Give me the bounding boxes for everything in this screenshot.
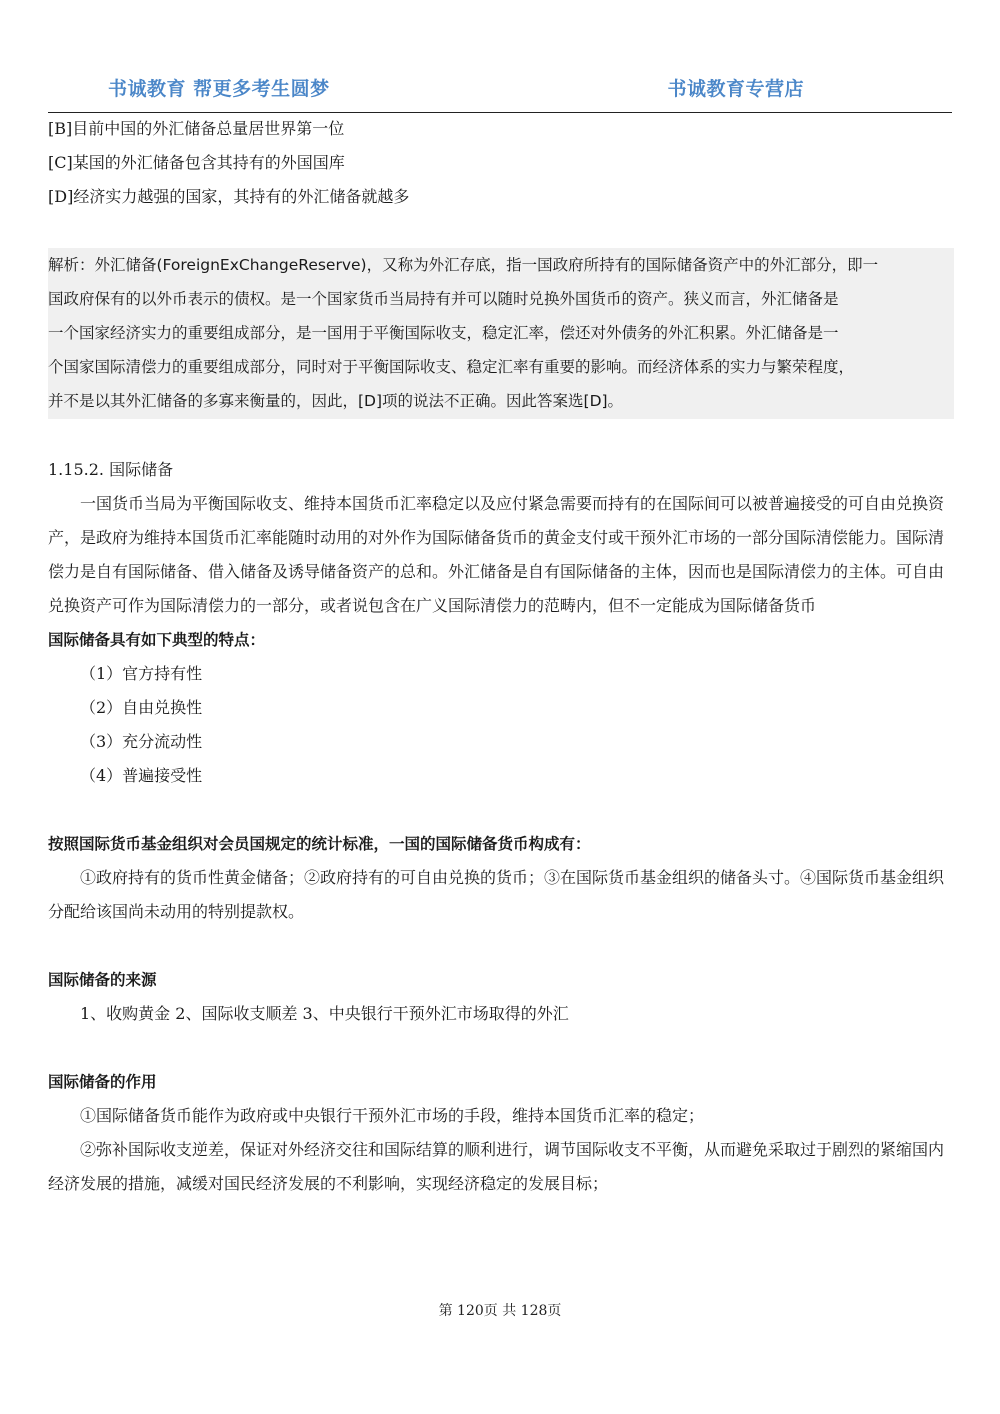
composition-title: 按照国际货币基金组织对会员国规定的统计标准，一国的国际储备货币构成有： — [48, 834, 591, 853]
feature-item: （3）充分流动性 — [80, 731, 203, 751]
analysis-line: 一个国家经济实力的重要组成部分，是一国用于平衡国际收支，稳定汇率，偿还对外债务的外汇积累。外汇储备是一 — [48, 324, 839, 342]
option-c: [C]某国的外汇储备包含其持有的外国国库 — [48, 153, 345, 172]
page-footer: 第 120页 共 128页 — [438, 1303, 562, 1319]
features-title: 国际储备具有如下典型的特点： — [48, 630, 266, 649]
sources-title: 国际储备的来源 — [48, 970, 157, 989]
section-heading: 1.15.2. 国际储备 — [48, 459, 174, 479]
header-left-text: 书诚教育 帮更多考生圆梦 — [108, 78, 330, 100]
page-content — [48, 112, 954, 1201]
functions-item-2: ②弥补国际收支逆差，保证对外经济交往和国际结算的顺利进行，调节国际收支不平衡，从而避免采取过于剧烈的紧缩国内经济发展的措施，减缓对国民经济发展的不利影响，实现经济稳定的发展目标； — [48, 1139, 945, 1193]
analysis-line: 国政府保有的以外币表示的债权。是一个国家货币当局持有并可以随时兑换外国货币的资产。狭义而言，外汇储备是 — [48, 290, 839, 308]
functions-title: 国际储备的作用 — [48, 1072, 157, 1091]
page-header — [48, 72, 952, 113]
composition-body: ①政府持有的货币性黄金储备；②政府持有的可自由兑换的货币；③在国际货币基金组织的储备头寸。④国际货币基金组织分配给该国尚未动用的特别提款权。 — [48, 867, 945, 921]
feature-item: （4）普遍接受性 — [80, 765, 203, 785]
analysis-block — [48, 248, 954, 419]
option-b: [B]目前中国的外汇储备总量居世界第一位 — [48, 119, 345, 138]
functions-item-1: ①国际储备货币能作为政府或中央银行干预外汇市场的手段，维持本国货币汇率的稳定； — [80, 1105, 705, 1125]
header-right-text: 书诚教育专营店 — [667, 78, 804, 100]
feature-item: （1）官方持有性 — [80, 663, 203, 683]
sources-body: 1、收购黄金 2、国际收支顺差 3、中央银行干预外汇市场取得的外汇 — [80, 1003, 569, 1023]
section-body: 一国货币当局为平衡国际收支、维持本国货币汇率稳定以及应付紧急需要而持有的在国际间可以被普遍接受的可自由兑换资产，是政府为维持本国货币汇率能随时动用的对外作为国际储备货币的黄金支付或干预外汇市场的一部分国际清偿能力。国际清偿力是自有国际储备、借入储备及诱导储备资产的总和。外汇储备是自有国际储备的主体，因而也是国际清偿力的主体。可自由兑换资产可作为国际清偿力的一部分，或者说包含在广义国际清偿力的范畴内，但不一定能成为国际储备货币 — [48, 493, 945, 615]
analysis-line: 解析：外汇储备(ForeignExChangeReserve)，又称为外汇存底，指一国政府所持有的国际储备资产中的外汇部分，即一 — [48, 256, 879, 274]
option-d: [D]经济实力越强的国家，其持有的外汇储备就越多 — [48, 187, 410, 206]
feature-item: （2）自由兑换性 — [80, 697, 203, 717]
analysis-line: 并不是以其外汇储备的多寡来衡量的，因此，[D]项的说法不正确。因此答案选[D]。 — [48, 392, 624, 410]
analysis-line: 个国家国际清偿力的重要组成部分，同时对于平衡国际收支、稳定汇率有重要的影响。而经济体系的实力与繁荣程度， — [48, 358, 855, 376]
